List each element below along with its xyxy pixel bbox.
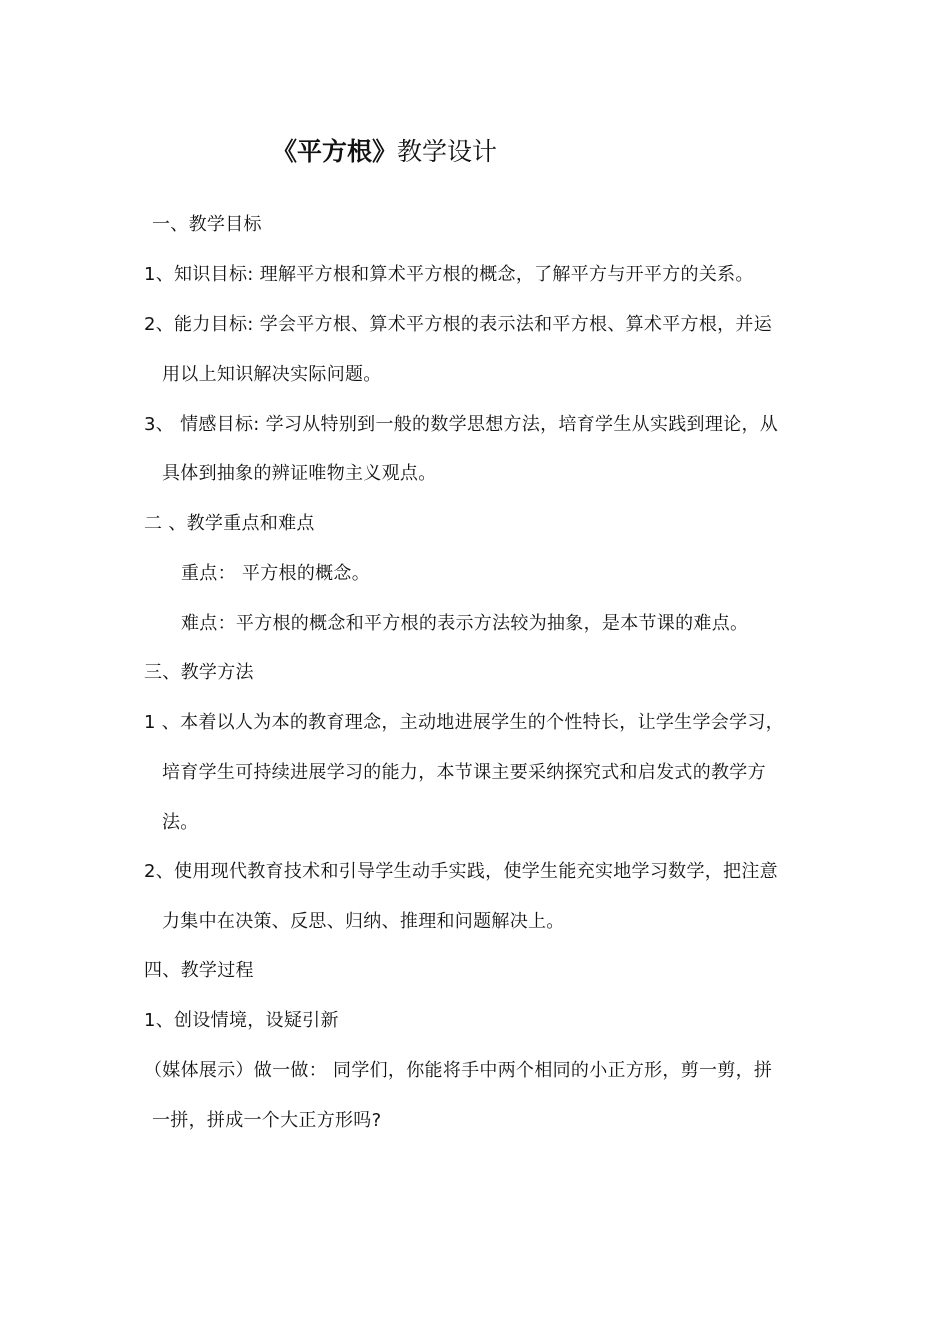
paragraph-line: 具体到抽象的辨证唯物主义观点。 — [162, 463, 437, 484]
paragraph-line: 1、创设情境，设疑引新 — [144, 1010, 339, 1031]
paragraph-line: 3、 情感目标: 学习从特别到一般的数学思想方法，培育学生从实践到理论，从 — [144, 414, 779, 435]
section-heading-objectives: 一、教学目标 — [152, 214, 262, 235]
paragraph-line: 1 、本着以人为本的教育理念，主动地进展学生的个性特长，让学生学会学习， — [144, 712, 784, 733]
section-heading-methods: 三、教学方法 — [144, 662, 254, 683]
section-heading-process: 四、教学过程 — [144, 960, 254, 981]
section-heading-key-points: 二 、教学重点和难点 — [144, 513, 315, 534]
paragraph-line: 2、使用现代教育技术和引导学生动手实践，使学生能充实地学习数学，把注意 — [144, 861, 778, 882]
paragraph-line: 用以上知识解决实际问题。 — [162, 364, 382, 385]
paragraph-line: 力集中在决策、反思、归纳、推理和问题解决上。 — [162, 911, 565, 932]
paragraph-line: 一拼，拼成一个大正方形吗? — [152, 1110, 382, 1131]
paragraph-line: （媒体展示）做一做： 同学们，你能将手中两个相同的小正方形，剪一剪，拼 — [144, 1060, 773, 1081]
title-bold-part: 《平方根》 — [272, 137, 398, 166]
document-title — [272, 134, 497, 170]
title-normal-part: 教学设计 — [397, 137, 498, 166]
paragraph-line: 培育学生可持续进展学习的能力，本节课主要采纳探究式和启发式的教学方 — [162, 762, 766, 783]
paragraph-line: 难点：平方根的概念和平方根的表示方法较为抽象，是本节课的难点。 — [181, 613, 749, 634]
paragraph-line: 2、能力目标: 学会平方根、算术平方根的表示法和平方根、算术平方根，并运 — [144, 314, 773, 335]
paragraph-line: 1、知识目标: 理解平方根和算术平方根的概念，了解平方与开平方的关系。 — [144, 264, 754, 285]
paragraph-line: 法。 — [162, 812, 199, 833]
paragraph-line: 重点： 平方根的概念。 — [181, 563, 371, 584]
